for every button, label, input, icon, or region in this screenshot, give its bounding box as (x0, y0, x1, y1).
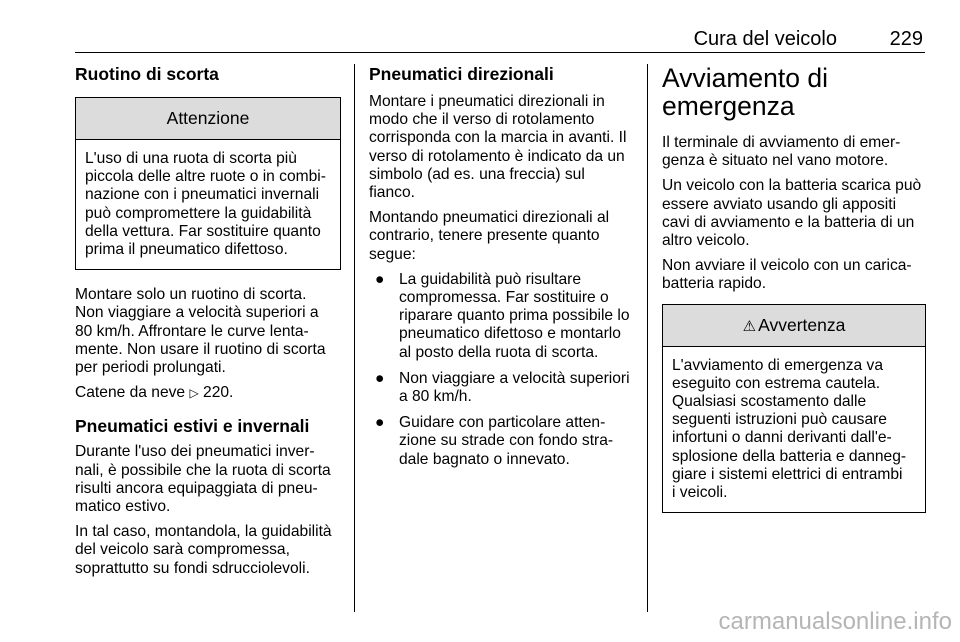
text-line: fianco. (369, 184, 415, 202)
bullet-icon: ● (375, 270, 385, 288)
paragraph-spare-usage (75, 286, 341, 377)
reference-triangle-icon: ▷ (189, 386, 199, 401)
warning-triangle-icon: ⚠ (742, 317, 757, 335)
list-item (375, 369, 633, 406)
text-line: compromessa. Far sostituire o (399, 289, 609, 307)
text-line: Montare solo un ruotino di scorta. (75, 286, 307, 304)
watermark-text: carmanualsonline.info (718, 608, 952, 635)
warning-box-title: Avvertenza (758, 314, 846, 335)
text-line: prima il pneumatico difettoso. (85, 241, 288, 259)
text-line: Montare i pneumatici direzionali in (369, 93, 605, 110)
heading-jump-start (662, 64, 926, 120)
paragraph-cables (662, 177, 926, 250)
column-right (662, 64, 926, 513)
text-line: Non viaggiare a velocità superiori (399, 369, 630, 387)
text-line: pneumatico difettoso e montarlo (399, 325, 621, 343)
snow-chains-reference (75, 384, 341, 402)
text-line: zione su strade con fondo stra- (399, 432, 614, 450)
bullet-list (369, 271, 633, 469)
text-line: In tal caso, montandola, la guidabilità (75, 523, 332, 541)
text-line: splosione della batteria e danneg- (672, 447, 907, 465)
text-line: Non viaggiare a velocità superiori a (75, 304, 319, 322)
text-line: riparare quanto prima possibile lo (399, 307, 630, 325)
text-line: i veicoli. (672, 484, 728, 502)
text-line: matico estivo. (75, 498, 171, 516)
text-line: altro veicolo. (662, 232, 750, 250)
text-line: 80 km/h. Affrontare le curve lenta- (75, 322, 309, 340)
text-line: Il terminale di avviamento di emer- (662, 134, 901, 151)
heading-line: emergenza (662, 91, 795, 121)
page-number: 229 (889, 28, 923, 50)
text-line: batteria rapido. (662, 275, 767, 293)
text-line: può compromettere la guidabilità (85, 204, 312, 222)
text-line: mente. Non usare il ruotino di scorta (75, 340, 326, 358)
list-item (375, 414, 633, 469)
text-line: contrario, tenere presente quanto (369, 227, 600, 245)
paragraph-directional-mounting (369, 93, 633, 202)
warning-box (662, 304, 926, 514)
text-line: seguenti istruzioni può causare (672, 411, 887, 429)
snow-chains-text: Catene da neve (75, 384, 186, 402)
paragraph-handling (75, 523, 341, 578)
paragraph-reverse-mounting (369, 209, 633, 264)
snow-chains-page-link[interactable]: 220. (203, 384, 234, 402)
warning-box-body (663, 347, 925, 513)
text-line: soprattutto su fondi sdrucciolevoli. (75, 559, 310, 577)
text-line: Qualsiasi scostamento dalle (672, 393, 867, 411)
column-divider (647, 64, 648, 612)
bullet-icon: ● (375, 369, 385, 387)
bullet-icon: ● (375, 414, 385, 432)
text-line: nazione con i pneumatici invernali (85, 186, 320, 204)
text-line: della vettura. Far sostituire quanto (85, 222, 321, 240)
text-line: segue: (369, 245, 416, 263)
text-line: piccola delle altre ruote o in combi- (85, 168, 326, 186)
text-line: Montando pneumatici direzionali al (369, 209, 610, 227)
caution-box-body (76, 140, 340, 269)
text-line: al posto della ruota di scorta. (399, 343, 599, 361)
column-middle (369, 64, 633, 477)
paragraph-fast-charger (662, 257, 926, 293)
caution-box (75, 97, 341, 270)
warning-box-header (663, 305, 925, 347)
text-line: modo che il verso di rotolamento (369, 111, 595, 129)
text-line: corrisponda con la marcia in avanti. Il (369, 129, 627, 147)
text-line: giare i sistemi elettrici di entrambi (672, 465, 903, 483)
text-line: La guidabilità può risultare (399, 270, 582, 288)
paragraph-winter-tyres (75, 443, 341, 516)
text-line: Durante l'uso dei pneumatici inver- (75, 443, 315, 461)
heading-summer-winter-tyres: Pneumatici estivi e invernali (75, 416, 310, 437)
text-line: verso di rotolamento è indicato da un (369, 147, 625, 165)
list-item (375, 270, 633, 362)
text-line: L'avviamento di emergenza va (672, 356, 884, 374)
text-line: Guidare con particolare atten- (399, 414, 606, 432)
column-divider (354, 64, 355, 612)
page-header (75, 28, 925, 53)
caution-box-title: Attenzione (76, 98, 340, 140)
heading-line: Avviamento di (662, 63, 828, 93)
text-line: eseguito con estrema cautela. (672, 374, 881, 392)
text-line: Non avviare il veicolo con un carica- (662, 257, 912, 275)
section-title: Cura del veicolo (693, 28, 837, 50)
text-line: risulti ancora equipaggiata di pneu- (75, 479, 318, 497)
text-line: simbolo (ad es. una freccia) sul (369, 165, 585, 183)
text-line: nali, è possibile che la ruota di scorta (75, 461, 331, 479)
text-line: a 80 km/h. (399, 388, 472, 406)
text-line: del veicolo sarà compromessa, (75, 541, 290, 559)
text-line: essere avviato usando gli appositi (662, 195, 897, 213)
text-line: cavi di avviamento e la batteria di un (662, 213, 915, 231)
paragraph-terminal (662, 134, 926, 170)
text-line: per periodi prolungati. (75, 359, 226, 377)
text-line: genza è situato nel vano motore. (662, 152, 889, 170)
heading-spare-wheel: Ruotino di scorta (75, 64, 219, 84)
heading-directional-tyres: Pneumatici direzionali (369, 64, 554, 84)
column-left (75, 64, 341, 585)
text-line: infortuni o danni derivanti dall'e- (672, 429, 892, 447)
text-line: Un veicolo con la batteria scarica può (662, 177, 922, 195)
text-line: L'uso di una ruota di scorta più (85, 150, 297, 167)
text-line: dale bagnato o innevato. (399, 450, 570, 468)
